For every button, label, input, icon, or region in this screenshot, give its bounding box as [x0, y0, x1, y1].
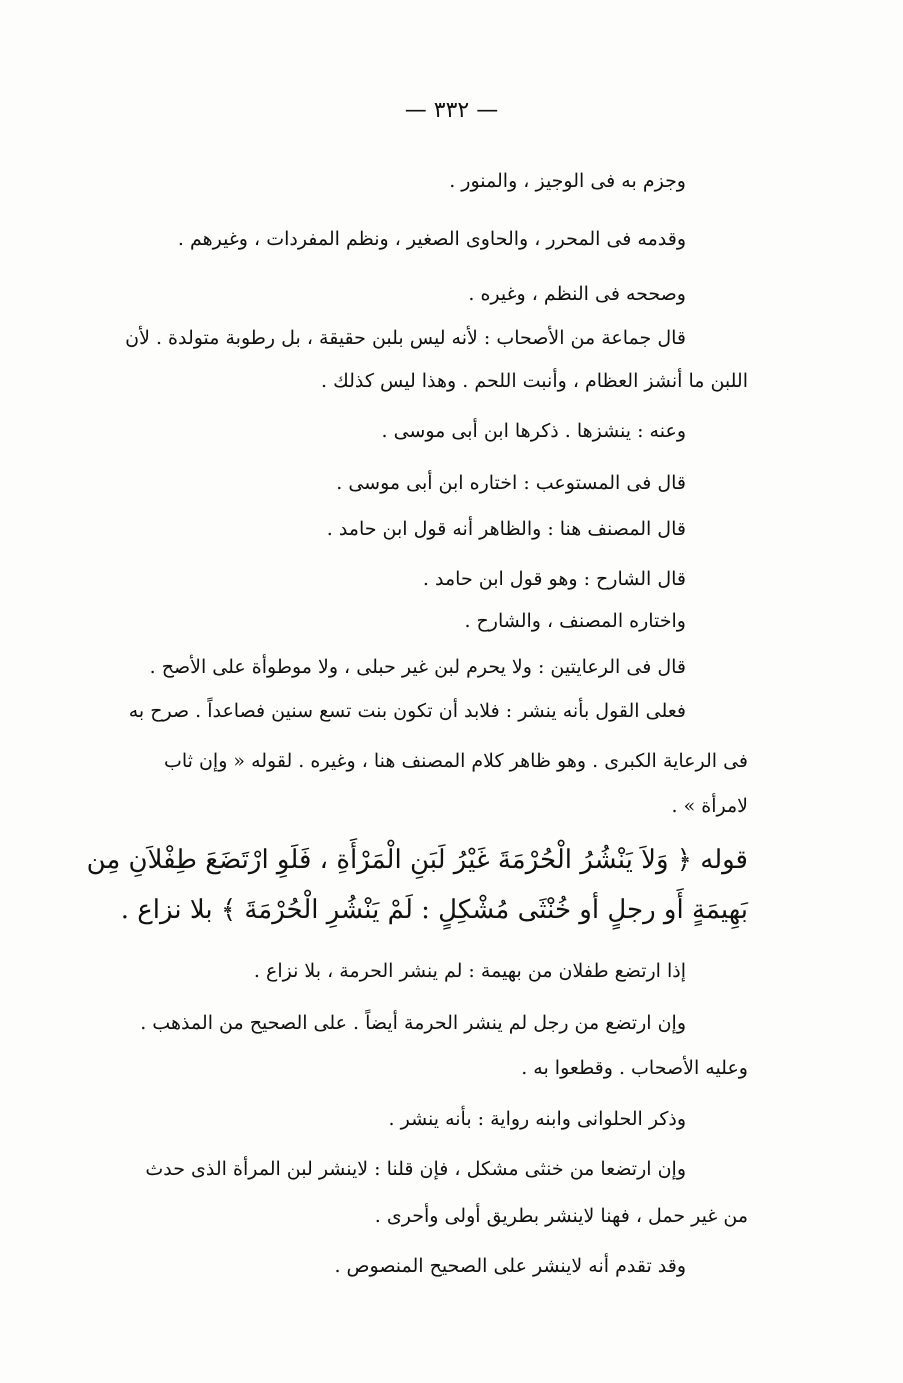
text-line: وإن ارتضع من رجل لم ينشر الحرمة أيضاً . على الصحيح من المذهب .: [140, 1012, 686, 1034]
text-line: وإن ارتضعا من خنثى مشكل ، فإن قلنا : لاينشر لبن المرأة الذى حدث: [145, 1158, 686, 1180]
text-line: قال المصنف هنا : والظاهر أنه قول ابن حامد .: [326, 518, 686, 540]
heading-line: بَهِيمَةٍ أَو رجلٍ أو خُنْثَى مُشْكِلٍ : لَمْ يَنْشُرِ الْحُرْمَةَ ﴾ بلا نزاع .: [120, 895, 748, 925]
page-number: — ٣٣٢ —: [404, 98, 499, 123]
text-line: فى الرعاية الكبرى . وهو ظاهر كلام المصنف هنا ، وغيره . لقوله « وإن ثاب: [163, 750, 748, 772]
text-line: وصححه فى النظم ، وغيره .: [468, 283, 686, 305]
text-line: من غير حمل ، فهنا لاينشر بطريق أولى وأحرى .: [374, 1205, 748, 1227]
text-line: وذكر الحلوانى وابنه رواية : بأنه ينشر .: [388, 1108, 686, 1130]
text-line: قال فى المستوعب : اختاره ابن أبى موسى .: [336, 472, 686, 494]
heading-line: قوله ﴿ وَلاَ يَنْشُرُ الْحُرْمَةَ غَيْرُ لَبَنِ الْمَرْأَةِ ، فَلَوِ ارْتَضَعَ طِفْلاَنِ مِن: [86, 845, 748, 875]
text-line: وجزم به فى الوجيز ، والمنور .: [449, 170, 686, 192]
text-line: وعنه : ينشزها . ذكرها ابن أبى موسى .: [381, 420, 686, 442]
text-line: وقدمه فى المحرر ، والحاوى الصغير ، ونظم المفردات ، وغيرهم .: [177, 228, 686, 250]
text-line: لامرأة » .: [671, 795, 748, 817]
text-line: قال فى الرعايتين : ولا يحرم لبن غير حبلى ، ولا موطوأة على الأصح .: [149, 656, 686, 678]
text-line: إذا ارتضع طفلان من بهيمة : لم ينشر الحرمة ، بلا نزاع .: [253, 960, 686, 982]
text-line: فعلى القول بأنه ينشر : فلابد أن تكون بنت تسع سنين فصاعداً . صرح به: [128, 700, 686, 722]
text-line: وعليه الأصحاب . وقطعوا به .: [521, 1057, 748, 1079]
text-line: قال جماعة من الأصحاب : لأنه ليس بلبن حقيقة ، بل رطوبة متولدة . لأن: [125, 327, 686, 349]
text-line: وقد تقدم أنه لاينشر على الصحيح المنصوص .: [334, 1255, 686, 1277]
text-line: قال الشارح : وهو قول ابن حامد .: [422, 568, 686, 590]
text-line: اللبن ما أنشز العظام ، وأنبت اللحم . وهذا ليس كذلك .: [321, 370, 748, 392]
text-line: واختاره المصنف ، والشارح .: [464, 610, 686, 632]
